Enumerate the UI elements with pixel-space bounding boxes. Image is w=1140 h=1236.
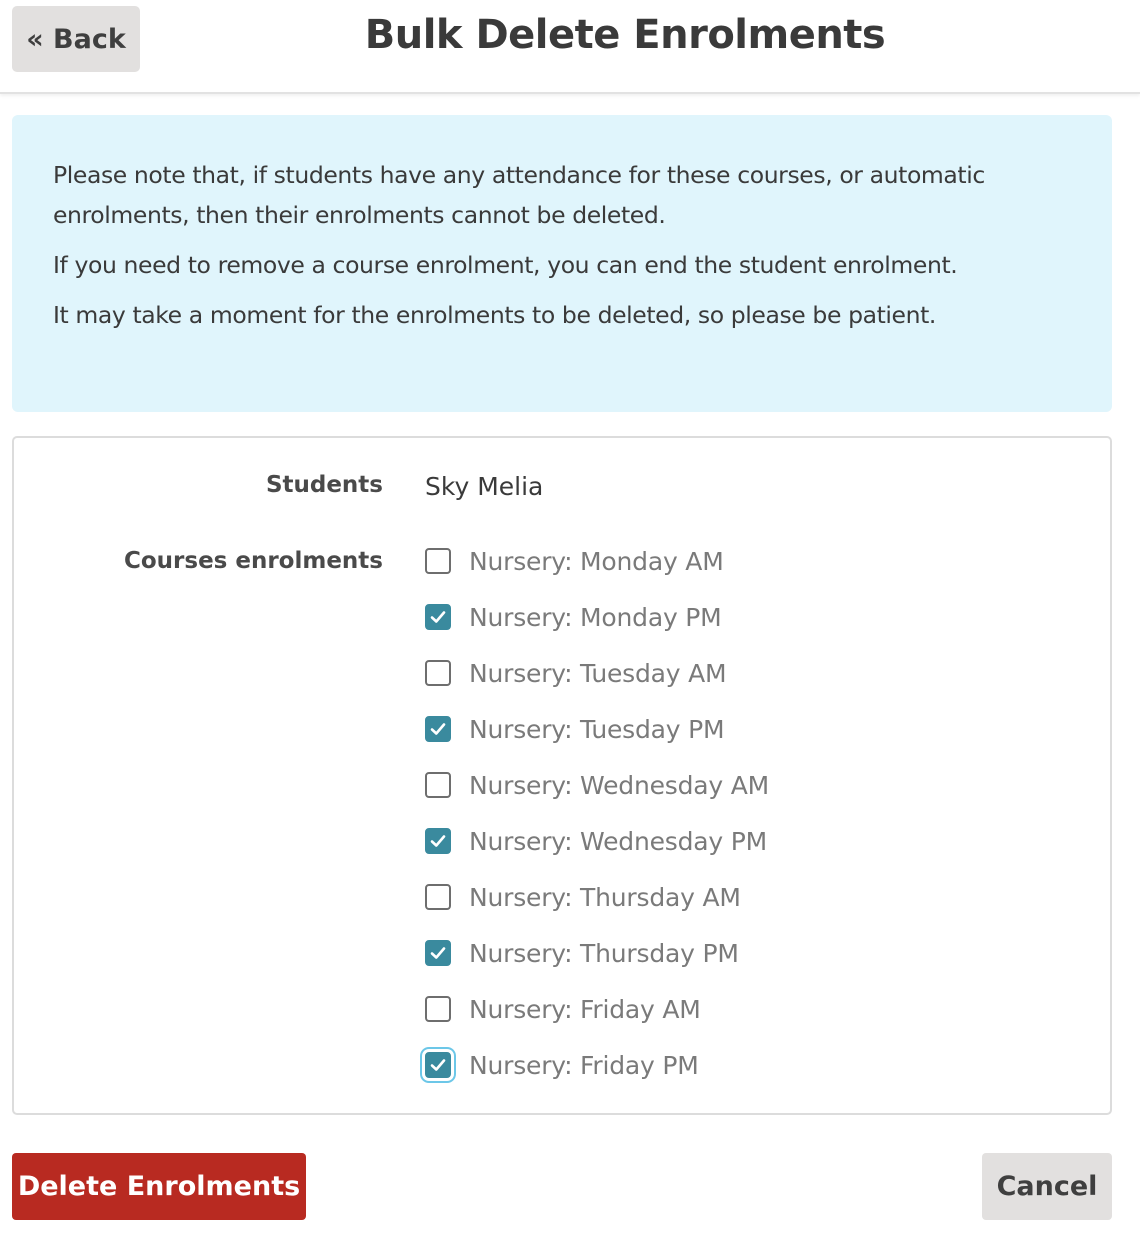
checkbox-unchecked[interactable]	[425, 660, 451, 686]
checkbox-unchecked[interactable]	[425, 996, 451, 1022]
checkbox-checked[interactable]	[425, 604, 451, 630]
notice-text-end-enrolment: If you need to remove a course enrolment, you can end the student enrolment.	[53, 251, 958, 279]
course-label: Nursery: Friday PM	[469, 1051, 699, 1080]
checkbox-unchecked[interactable]	[425, 548, 451, 574]
course-label: Nursery: Monday PM	[469, 603, 722, 632]
course-item[interactable]	[425, 599, 769, 655]
checkmark-icon	[428, 831, 448, 851]
course-label: Nursery: Tuesday AM	[469, 659, 727, 688]
course-label: Nursery: Tuesday PM	[469, 715, 725, 744]
student-name: Sky Melia	[425, 472, 544, 501]
top-bar	[0, 0, 1140, 94]
info-notice	[12, 115, 1112, 412]
cancel-button[interactable]: Cancel	[982, 1153, 1112, 1220]
course-label: Nursery: Friday AM	[469, 995, 701, 1024]
course-item[interactable]	[425, 543, 769, 599]
notice-text-attendance: Please note that, if students have any attendance for these courses, or automatic enrolments, then their enrolments cannot be deleted.	[53, 161, 985, 229]
course-label: Nursery: Thursday PM	[469, 939, 739, 968]
course-item[interactable]	[425, 991, 769, 1047]
course-item[interactable]	[425, 935, 769, 991]
checkmark-icon	[428, 607, 448, 627]
checkmark-icon	[428, 943, 448, 963]
course-item[interactable]	[425, 767, 769, 823]
notice-text-patience: It may take a moment for the enrolments to be deleted, so please be patient.	[53, 301, 936, 329]
checkbox-checked[interactable]	[425, 1052, 451, 1078]
course-label: Nursery: Monday AM	[469, 547, 724, 576]
courses-label: Courses enrolments	[123, 548, 383, 574]
checkmark-icon	[428, 1055, 448, 1075]
back-button[interactable]: « Back	[12, 6, 140, 72]
checkbox-checked[interactable]	[425, 716, 451, 742]
students-label: Students	[265, 472, 383, 498]
checkbox-checked[interactable]	[425, 828, 451, 854]
checkbox-checked[interactable]	[425, 940, 451, 966]
page-title: Bulk Delete Enrolments	[364, 12, 886, 58]
course-item[interactable]	[425, 711, 769, 767]
course-label: Nursery: Wednesday AM	[469, 771, 770, 800]
course-item[interactable]	[425, 1047, 769, 1103]
course-label: Nursery: Wednesday PM	[469, 827, 767, 856]
course-checkbox-list	[425, 543, 769, 1103]
course-item[interactable]	[425, 879, 769, 935]
course-label: Nursery: Thursday AM	[469, 883, 741, 912]
checkmark-icon	[428, 719, 448, 739]
checkbox-unchecked[interactable]	[425, 772, 451, 798]
course-item[interactable]	[425, 823, 769, 879]
delete-enrolments-button[interactable]: Delete Enrolments	[12, 1153, 306, 1220]
course-item[interactable]	[425, 655, 769, 711]
enrolment-form	[12, 436, 1112, 1115]
checkbox-unchecked[interactable]	[425, 884, 451, 910]
